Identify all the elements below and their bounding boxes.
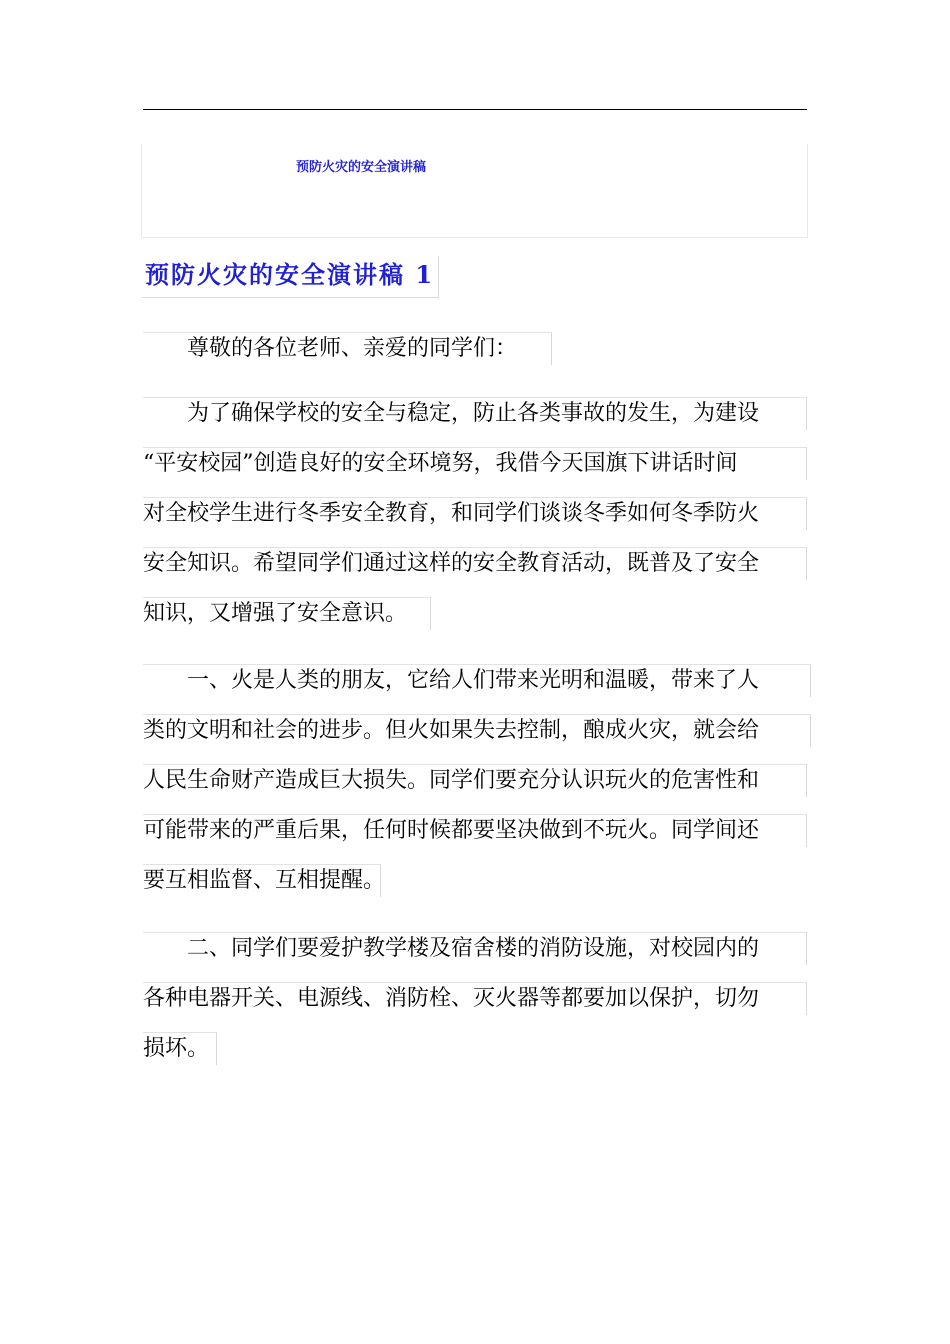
- text-line: 二、同学们要爱护教学楼及宿舍楼的消防设施，对校园内的: [143, 932, 807, 965]
- text-line: 安全知识。希望同学们通过这样的安全教育活动，既普及了安全: [143, 547, 807, 580]
- text-line: 可能带来的严重后果，任何时候都要坚决做到不玩火。同学间还: [143, 814, 807, 847]
- text-line: 要互相监督、互相提醒。: [143, 864, 381, 897]
- text-line: 为了确保学校的安全与稳定，防止各类事故的发生，为建设: [143, 397, 807, 430]
- text-line-salutation: 尊敬的各位老师、亲爱的同学们：: [143, 332, 552, 365]
- text-line: 对全校学生进行冬季安全教育，和同学们谈谈冬季如何冬季防火: [143, 497, 807, 530]
- text-line: 各种电器开关、电源线、消防栓、灭火器等都要加以保护，切勿: [143, 982, 807, 1015]
- page-header: [141, 144, 808, 238]
- header-rule: [143, 109, 807, 110]
- text-line: 一、火是人类的朋友，它给人们带来光明和温暖，带来了人: [143, 664, 811, 697]
- text-line: 知识，又增强了安全意识。: [143, 597, 431, 630]
- text-line: 类的文明和社会的进步。但火如果失去控制，酿成火灾，就会给: [143, 714, 811, 747]
- document-heading: 预防火灾的安全演讲稿 1: [142, 256, 439, 298]
- text-line: 损坏。: [143, 1032, 217, 1065]
- text-line: 人民生命财产造成巨大损失。同学们要充分认识玩火的危害性和: [143, 764, 807, 797]
- header-title: 预防火灾的安全演讲稿: [296, 160, 427, 175]
- text-line: “平安校园”创造良好的安全环境努，我借今天国旗下讲话时间: [143, 447, 807, 480]
